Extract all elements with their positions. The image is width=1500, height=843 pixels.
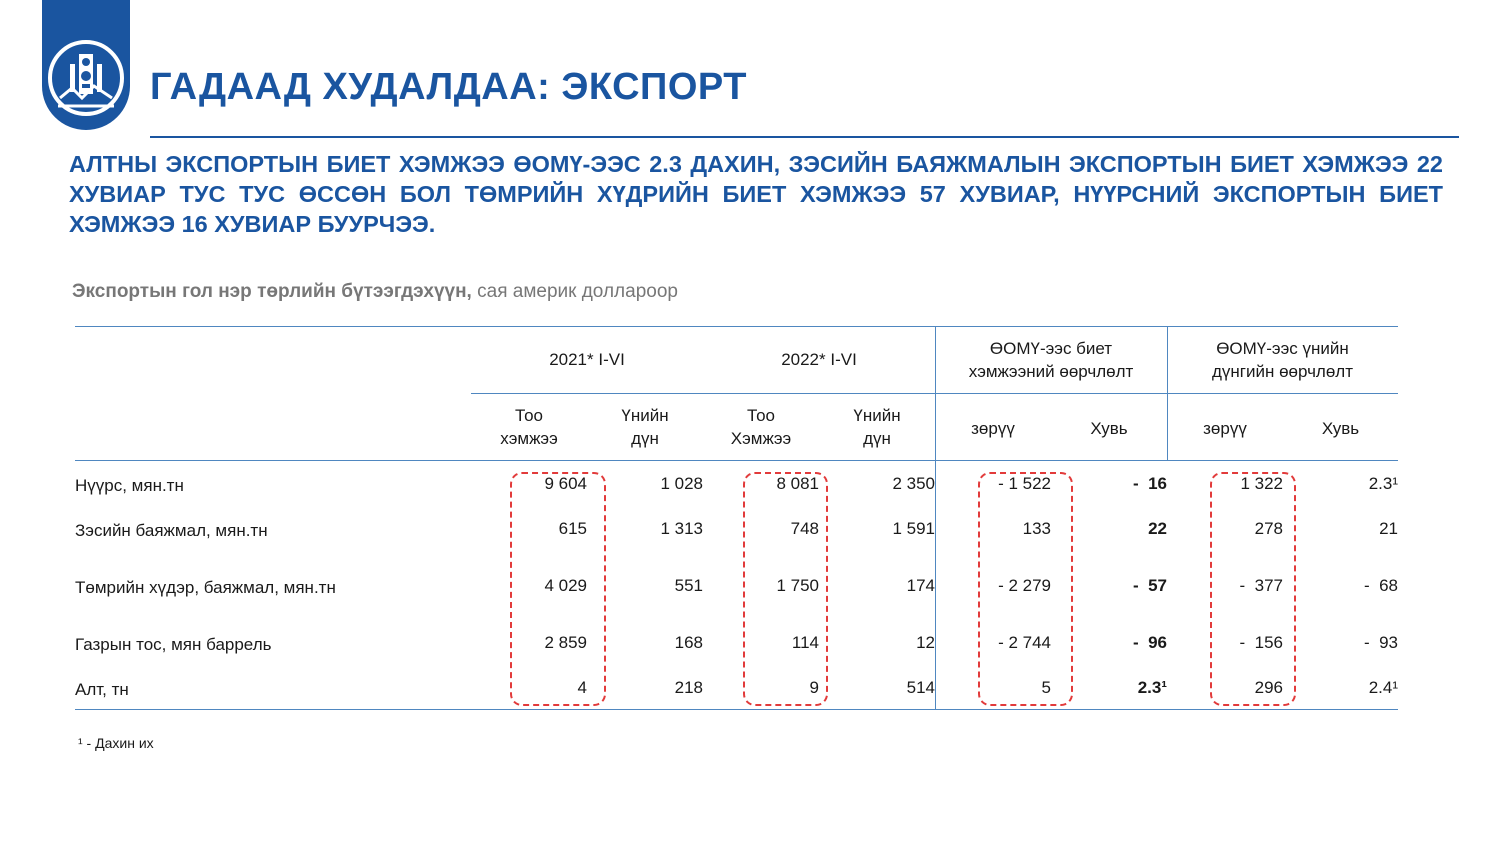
- header-value-line2: дүнгийн өөрчлөлт: [1211, 362, 1354, 381]
- header-value-line1: ӨОМҮ-ээс үнийн: [1216, 339, 1349, 358]
- cell-value-2022: 514: [906, 678, 935, 697]
- subheader-value-line2: дүн: [631, 429, 659, 448]
- caption-unit: сая америк доллароор: [471, 281, 678, 302]
- header-2022: 2022* I-VI: [781, 350, 857, 369]
- subheader-value-line2: дүн: [863, 429, 891, 448]
- header-value-change: [1167, 337, 1398, 383]
- subheader-qty-line2: Хэмжээ: [730, 429, 792, 448]
- cell-diff-physical: - 2 279: [998, 576, 1051, 595]
- cell-qty-2021: 4: [577, 678, 587, 697]
- cell-qty-2021: 615: [558, 519, 587, 538]
- table-top-rule: [75, 326, 1398, 327]
- subheader-value-line1: Үнийн: [853, 406, 901, 425]
- header-physical-change: [935, 337, 1167, 383]
- subheader-qty-line1: Тоо: [515, 406, 543, 425]
- cell-pct-physical: - 16: [1132, 474, 1167, 493]
- cell-value-2022: 1 591: [892, 519, 935, 538]
- cell-pct-physical: 22: [1148, 519, 1167, 538]
- subheader-qty-2021: [471, 404, 587, 450]
- subheader-diff-physical: зөрүү: [971, 419, 1015, 438]
- cell-value-2021: 551: [674, 576, 703, 595]
- cell-diff-physical: - 2 744: [998, 633, 1051, 652]
- table-bottom-rule: [75, 709, 1398, 710]
- cell-qty-2021: 2 859: [544, 633, 587, 652]
- header-bottom-rule: [75, 460, 1398, 461]
- cell-diff-physical: 133: [1022, 519, 1051, 538]
- cell-diff-value: - 377: [1239, 576, 1283, 595]
- cell-diff-physical: - 1 522: [998, 474, 1051, 493]
- cell-value-2021: 1 028: [660, 474, 703, 493]
- cell-qty-2022: 9: [809, 678, 819, 697]
- cell-value-2022: 12: [916, 633, 935, 652]
- row-label: Газрын тос, мян баррель: [75, 635, 272, 654]
- cell-pct-physical: 2.3¹: [1137, 678, 1167, 697]
- footnote: ¹ - Дахин их: [78, 735, 154, 751]
- cell-qty-2022: 8 081: [776, 474, 819, 493]
- header-physical-line2: хэмжээний өөрчлөлт: [968, 362, 1134, 381]
- cell-pct-physical: - 57: [1132, 576, 1167, 595]
- logo: [42, 0, 130, 130]
- cell-diff-value: 296: [1254, 678, 1283, 697]
- row-label: Нүүрс, мян.тн: [75, 476, 184, 495]
- cell-diff-value: - 156: [1239, 633, 1283, 652]
- cell-value-2022: 174: [906, 576, 935, 595]
- cell-pct-value: 2.4¹: [1368, 678, 1398, 697]
- subheader-qty-2022: [703, 404, 819, 450]
- cell-qty-2022: 748: [790, 519, 819, 538]
- row-label: Төмрийн хүдэр, баяжмал, мян.тн: [75, 578, 336, 597]
- row-label: Алт, тн: [75, 680, 129, 699]
- subheader-qty-line2: хэмжээ: [500, 429, 558, 448]
- subheader-diff-value: зөрүү: [1203, 419, 1247, 438]
- subheader-value-2021: [587, 404, 703, 450]
- cell-value-2021: 1 313: [660, 519, 703, 538]
- row-label: Зэсийн баяжмал, мян.тн: [75, 521, 268, 540]
- caption-bold: Экспортын гол нэр төрлийн бүтээгдэхүүн,: [72, 281, 472, 302]
- soyombo-emblem-icon: [42, 38, 130, 124]
- cell-diff-value: 1 322: [1240, 474, 1283, 493]
- cell-qty-2022: 114: [791, 633, 819, 652]
- subheader-pct-physical: Хувь: [1090, 419, 1128, 438]
- cell-value-2021: 218: [674, 678, 703, 697]
- subheader-qty-line1: Тоо: [747, 406, 775, 425]
- header-2021: 2021* I-VI: [549, 350, 625, 369]
- cell-pct-value: - 93: [1363, 633, 1398, 652]
- cell-value-2021: 168: [674, 633, 703, 652]
- subheader-pct-value: Хувь: [1321, 419, 1360, 438]
- title-divider: [150, 136, 1459, 138]
- cell-pct-value: - 68: [1363, 576, 1398, 595]
- headline-text: АЛТНЫ ЭКСПОРТЫН БИЕТ ХЭМЖЭЭ ӨОМҮ-ЭЭС 2.3 ДАХИН, ЗЭСИЙН БАЯЖМАЛЫН ЭКСПОРТЫН БИЕТ ХЭМЖЭЭ 22 ХУВИАР ТУС ТУС ӨССӨН БОЛ ТӨМРИЙН ХҮДРИЙН БИЕТ ХЭМЖЭЭ 57 ХУВИАР, НҮҮРСНИЙ ЭКСПОРТЫН БИЕТ ХЭМЖЭЭ 16 ХУВИАР БУУРЧЭЭ.: [69, 151, 1443, 237]
- subheader-value-line1: Үнийн: [621, 406, 669, 425]
- cell-pct-value: 21: [1379, 519, 1398, 538]
- cell-pct-value: 2.3¹: [1368, 474, 1398, 493]
- cell-diff-value: 278: [1254, 519, 1283, 538]
- cell-value-2022: 2 350: [892, 474, 935, 493]
- subheader-value-2022: [819, 404, 935, 450]
- page-title: ГАДААД ХУДАЛДАА: ЭКСПОРТ: [150, 66, 747, 108]
- table-caption: [72, 281, 678, 303]
- cell-diff-physical: 5: [1041, 678, 1051, 697]
- cell-qty-2022: 1 750: [776, 576, 819, 595]
- cell-qty-2021: 9 604: [544, 474, 587, 493]
- cell-qty-2021: 4 029: [544, 576, 587, 595]
- cell-pct-physical: - 96: [1132, 633, 1167, 652]
- header-physical-line1: ӨОМҮ-ээс биет: [989, 339, 1113, 358]
